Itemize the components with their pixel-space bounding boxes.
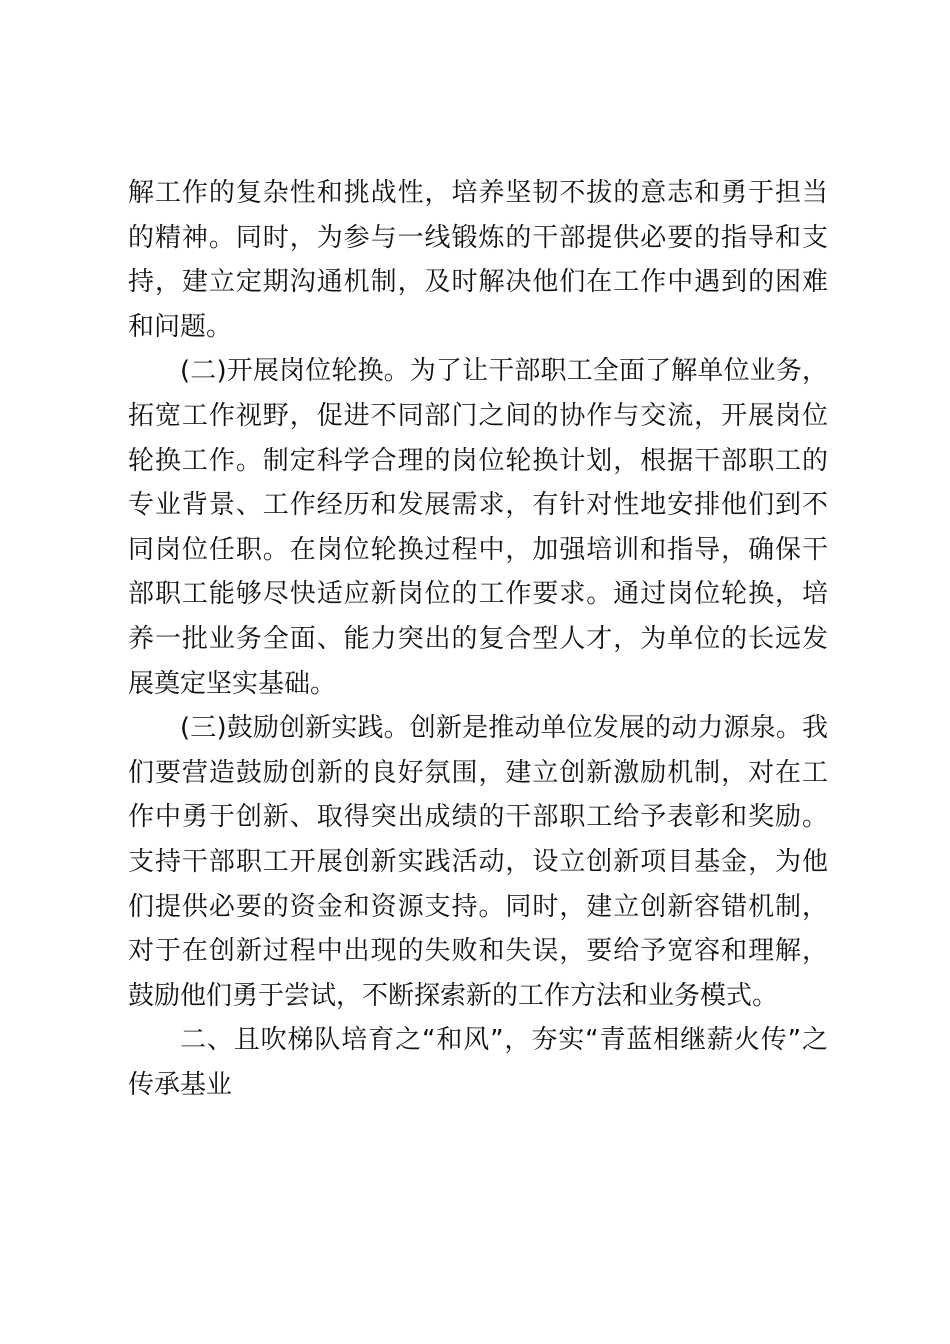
section-heading-two: 二、且吹梯队培育之“和风”，夯实“青蓝相继薪火传”之传承基业 bbox=[128, 1025, 828, 1100]
document-page bbox=[128, 171, 828, 1107]
paragraph-continuation: 解工作的复杂性和挑战性，培养坚韧不拔的意志和勇于担当的精神。同时，为参与一线锻炼的干部提供必要的指导和支持，建立定期沟通机制，及时解决他们在工作中遇到的困难和问题。 bbox=[128, 178, 828, 342]
paragraph-job-rotation: (二)开展岗位轮换。为了让干部职工全面了解单位业务，拓宽工作视野，促进不同部门之间的协作与交流，开展岗位轮换工作。制定科学合理的岗位轮换计划，根据干部职工的专业背景、工作经历和发展需求，有针对性地安排他们到不同岗位任职。在岗位轮换过程中，加强培训和指导，确保干部职工能够尽快适应新岗位的工作要求。通过岗位轮换，培养一批业务全面、能力突出的复合型人才，为单位的长远发展奠定坚实基础。 bbox=[128, 356, 828, 699]
paragraph-innovation-practice: (三)鼓励创新实践。创新是推动单位发展的动力源泉。我们要营造鼓励创新的良好氛围，建立创新激励机制，对在工作中勇于创新、取得突出成绩的干部职工给予表彰和奖励。支持干部职工开展创新实践活动，设立创新项目基金，为他们提供必要的资金和资源支持。同时，建立创新容错机制，对于在创新过程中出现的失败和失误，要给予宽容和理解，鼓励他们勇于尝试，不断探索新的工作方法和业务模式。 bbox=[128, 713, 828, 1011]
